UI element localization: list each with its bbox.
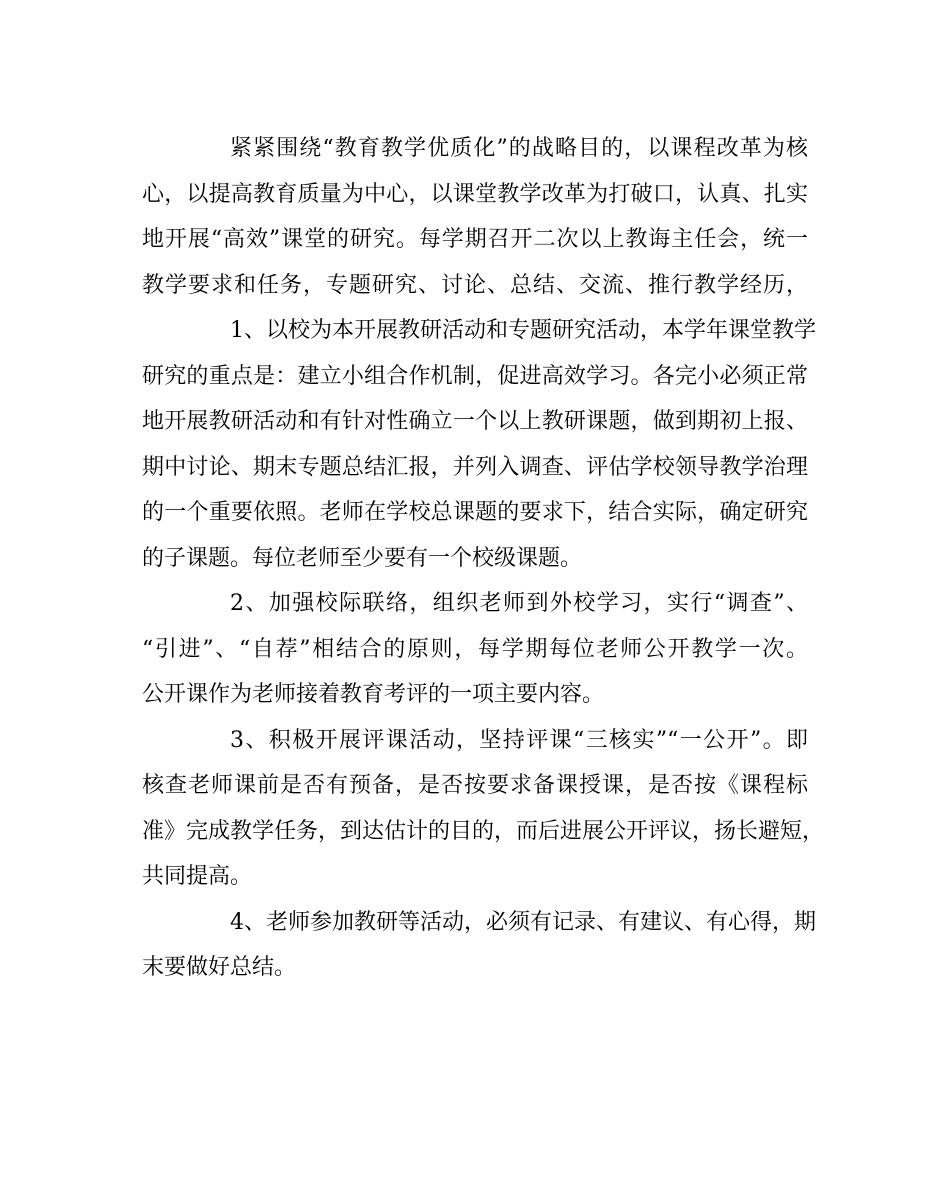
text-line: 核查老师课前是否有预备，是否按要求备课授课，是否按《课程标 <box>142 773 808 798</box>
paragraph-intro <box>142 126 808 308</box>
text-line: 末要做好总结。 <box>142 955 297 980</box>
text-line: 准》完成教学任务，到达估计的目的，而后进展公开评议，扬长避短， <box>142 818 825 844</box>
text-line: “引进”、“自荐”相结合的原则，每学期每位老师公开教学一次。 <box>142 636 808 662</box>
text-line: 3、积极开展评课活动，坚持评课“三核实”“一公开”。即 <box>230 727 808 753</box>
paragraph-item-2 <box>142 581 808 718</box>
text-line: 共同提高。 <box>142 864 253 889</box>
document-body <box>142 126 825 991</box>
text-line: 期中讨论、期末专题总结汇报，并列入调查、评估学校领导教学治理 <box>142 454 808 480</box>
paragraph-item-3 <box>142 718 825 900</box>
text-line: 的一个重要依照。老师在学校总课题的要求下，结合实际，确定研究 <box>142 500 808 525</box>
text-line: 心，以提高教育质量为中心，以课堂教学改革为打破口，认真、扎实 <box>142 181 808 207</box>
text-line: 的子课题。每位老师至少要有一个校级课题。 <box>142 545 583 571</box>
text-line: 4、老师参加教研等活动，必须有记录、有建议、有心得，期 <box>230 909 816 935</box>
paragraph-item-1 <box>142 308 816 581</box>
text-line: 2、加强校际联络，组织老师到外校学习，实行“调查”、 <box>230 591 808 616</box>
text-line: 公开课作为老师接着教育考评的一项主要内容。 <box>142 682 605 707</box>
text-line: 紧紧围绕“教育教学优质化”的战略目的，以课程改革为核 <box>230 136 808 161</box>
text-line: 1、以校为本开展教研活动和专题研究活动，本学年课堂教学 <box>230 318 816 343</box>
text-line: 教学要求和任务，专题研究、讨论、总结、交流、推行教学经历， <box>142 272 808 298</box>
paragraph-item-4 <box>142 900 816 991</box>
text-line: 研究的重点是：建立小组合作机制，促进高效学习。各完小必须正常 <box>142 363 808 389</box>
text-line: 地开展教研活动和有针对性确立一个以上教研课题，做到期初上报、 <box>142 409 808 434</box>
text-line: 地开展“高效”课堂的研究。每学期召开二次以上教诲主任会，统一 <box>142 227 808 252</box>
